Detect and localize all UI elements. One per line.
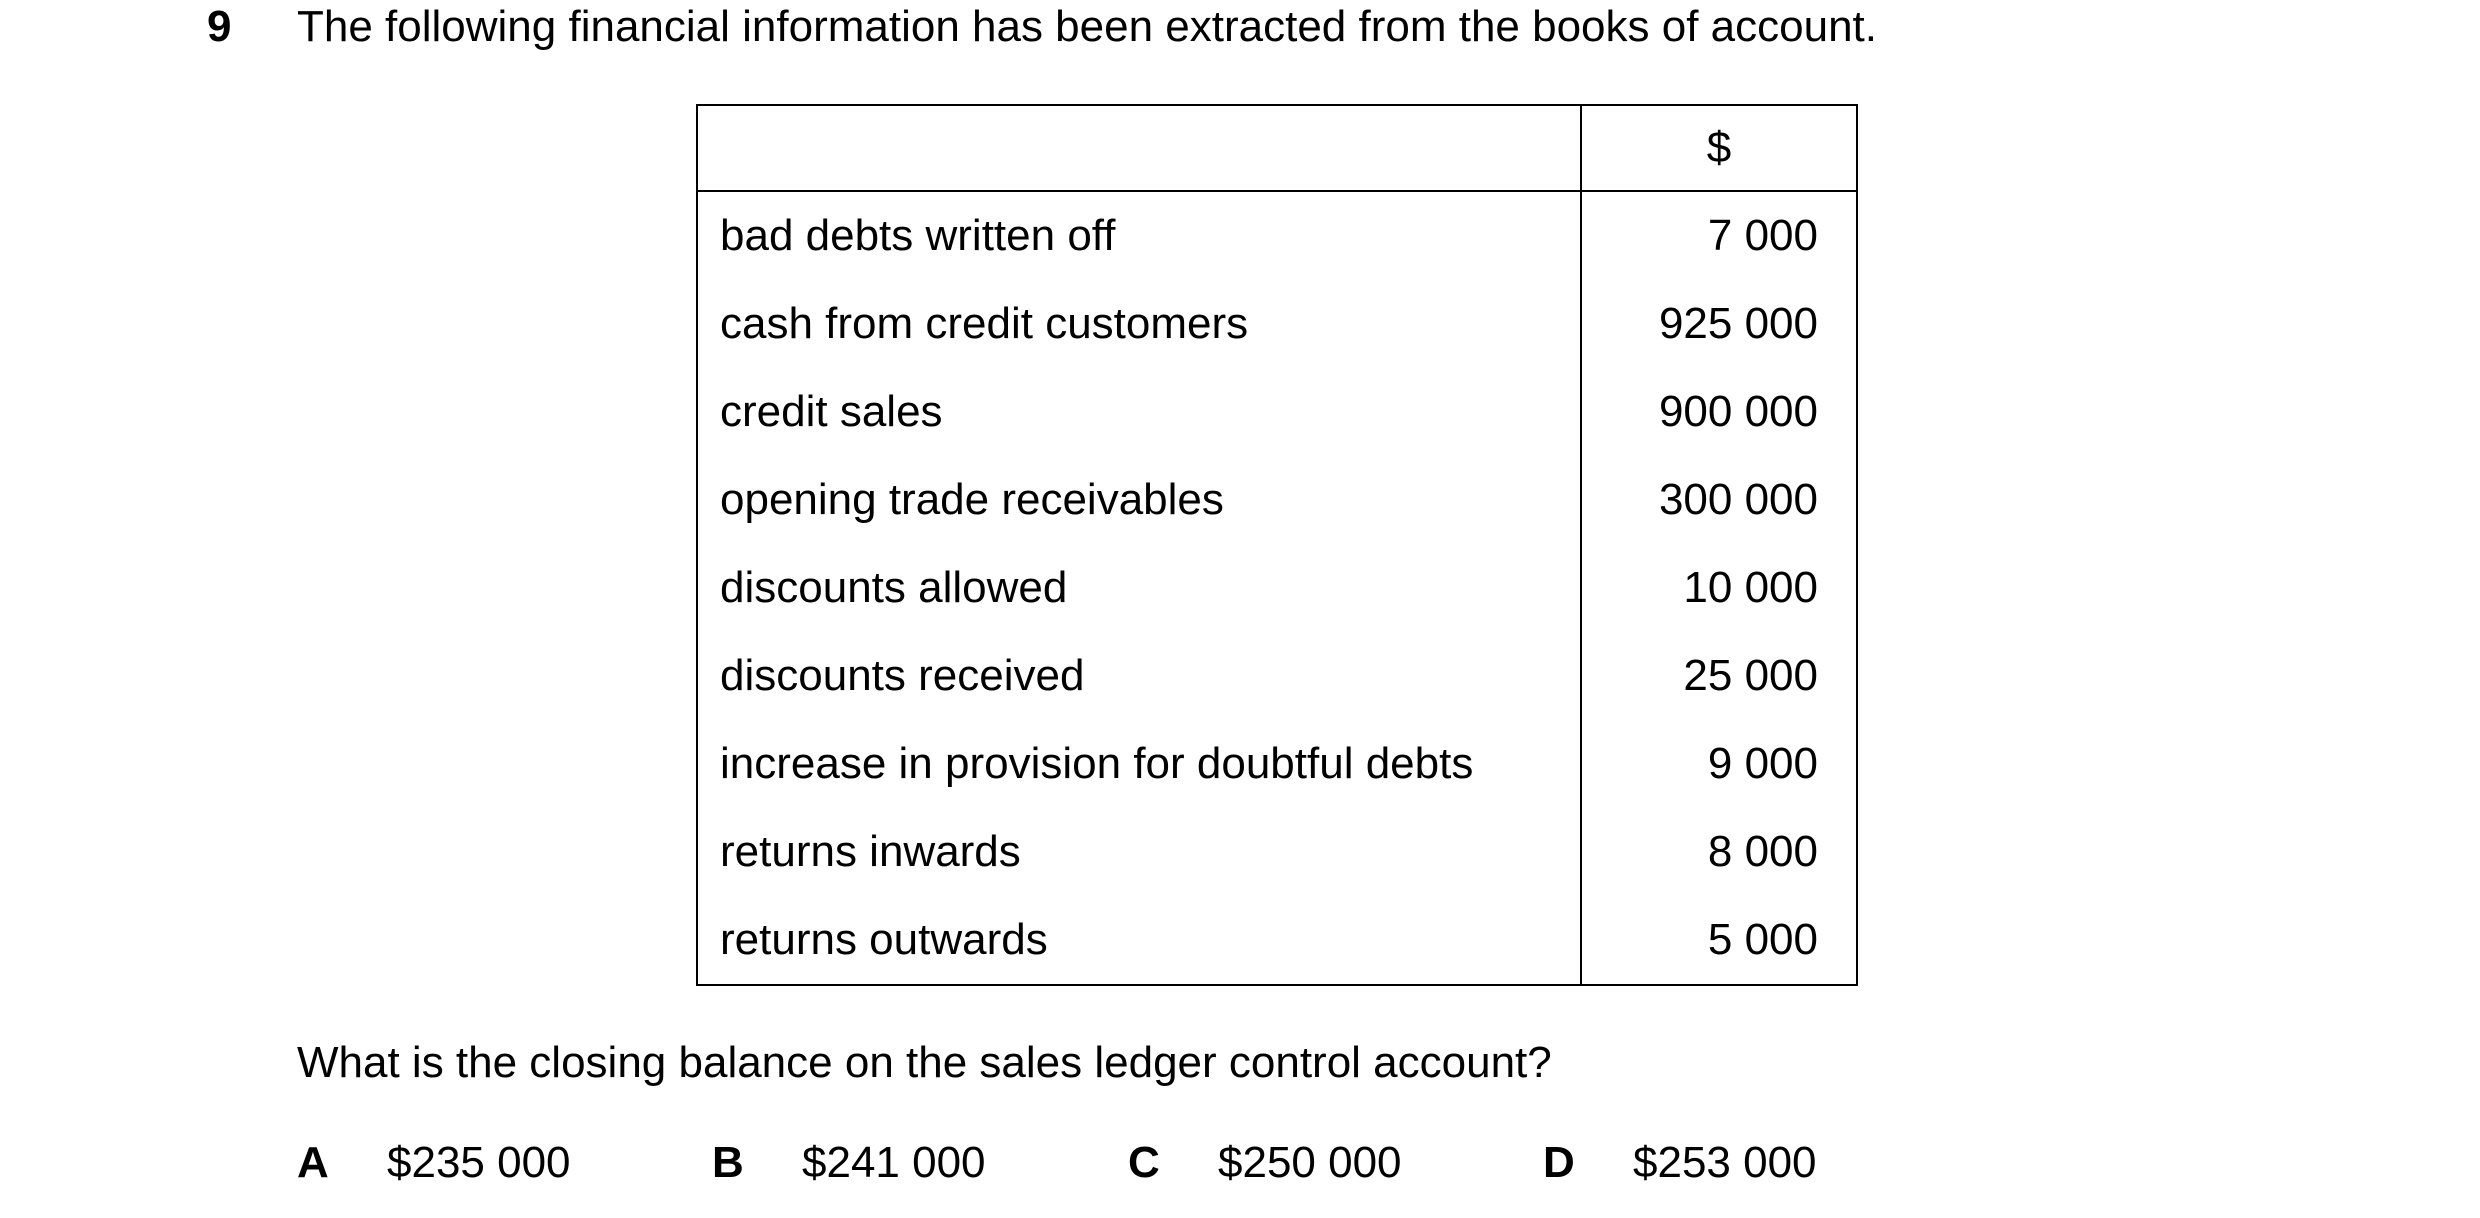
financial-information-table (696, 104, 1858, 986)
option-letter: D (1543, 1138, 1575, 1187)
question-stem: The following financial information has been extracted from the books of account. (297, 2, 1878, 51)
question-number: 9 (207, 2, 232, 51)
row-label: cash from credit customers (697, 280, 1581, 368)
table-row (697, 368, 1857, 456)
row-label: credit sales (697, 368, 1581, 456)
option-letter: A (297, 1138, 329, 1187)
row-amount: 7 000 (1581, 191, 1857, 280)
row-amount: 5 000 (1581, 896, 1857, 985)
option-letter: B (712, 1138, 744, 1187)
row-label: returns inwards (697, 808, 1581, 896)
table-row (697, 191, 1857, 280)
row-label: discounts received (697, 632, 1581, 720)
table-header-row (697, 105, 1857, 191)
table-row (697, 896, 1857, 985)
row-label: discounts allowed (697, 544, 1581, 632)
table-row (697, 456, 1857, 544)
header-label-cell (697, 105, 1581, 191)
table-row (697, 280, 1857, 368)
row-label: bad debts written off (697, 191, 1581, 280)
row-label: opening trade receivables (697, 456, 1581, 544)
row-amount: 25 000 (1581, 632, 1857, 720)
question-prompt: What is the closing balance on the sales ledger control account? (297, 1038, 1552, 1087)
option-letter: C (1128, 1138, 1160, 1187)
row-label: increase in provision for doubtful debts (697, 720, 1581, 808)
row-label: returns outwards (697, 896, 1581, 985)
table-row (697, 544, 1857, 632)
row-amount: 900 000 (1581, 368, 1857, 456)
row-amount: 8 000 (1581, 808, 1857, 896)
option-value: $235 000 (387, 1138, 571, 1187)
table-row (697, 632, 1857, 720)
option-value: $250 000 (1218, 1138, 1402, 1187)
header-unit-cell: $ (1581, 105, 1857, 191)
option-value: $241 000 (802, 1138, 986, 1187)
option-value: $253 000 (1633, 1138, 1817, 1187)
row-amount: 9 000 (1581, 720, 1857, 808)
table-row (697, 720, 1857, 808)
row-amount: 10 000 (1581, 544, 1857, 632)
row-amount: 300 000 (1581, 456, 1857, 544)
row-amount: 925 000 (1581, 280, 1857, 368)
table-row (697, 808, 1857, 896)
